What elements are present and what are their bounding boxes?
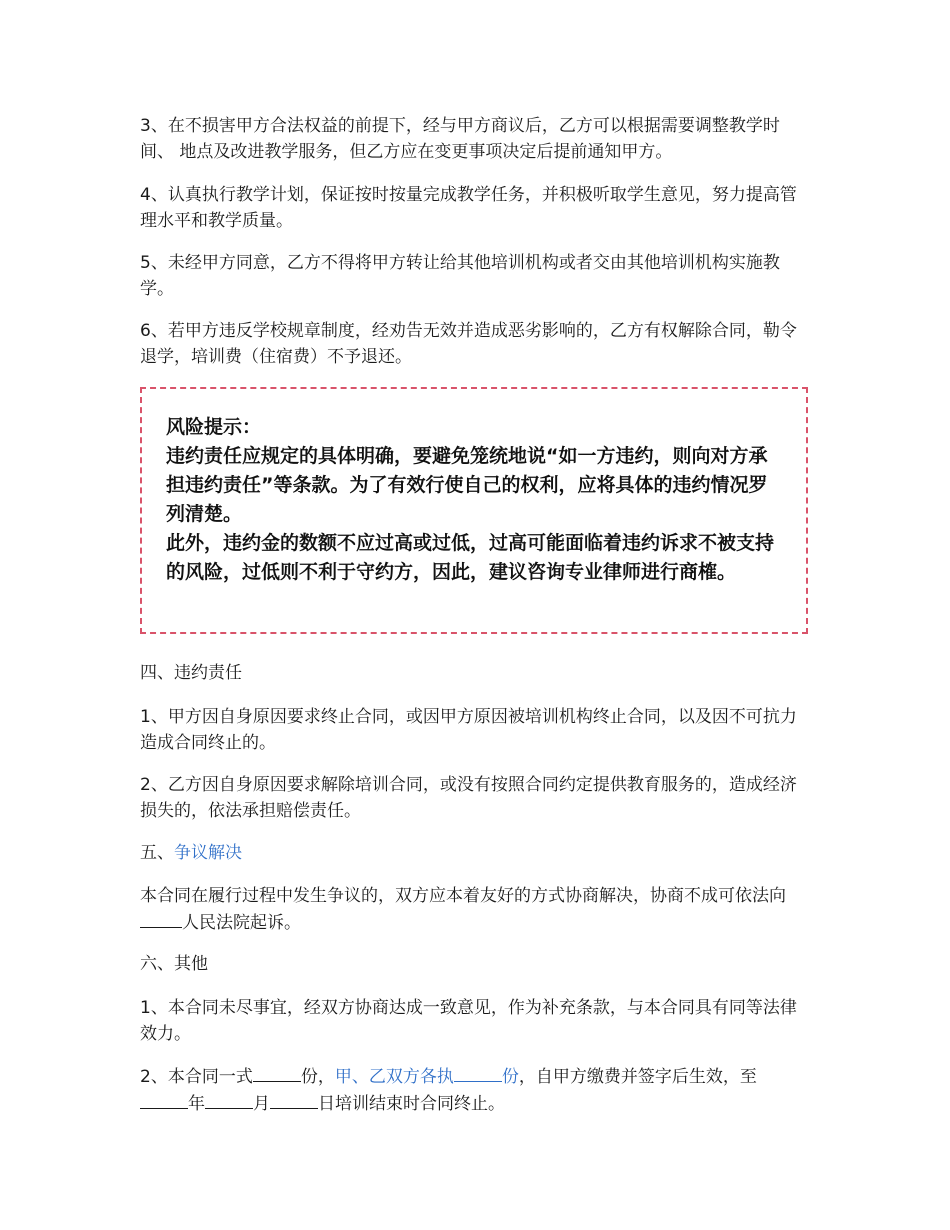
dispute-resolution-link[interactable]: 争议解决 [174,843,242,863]
section-4-item-1: 1、甲方因自身原因要求终止合同，或因甲方原因被培训机构终止合同，以及因不可抗力造成合同终止的。 [140,707,797,753]
risk-title: 风险提示： [166,416,262,438]
each-party-copies: 份 [501,1067,519,1087]
each-party-text: 甲、乙双方各执 [334,1067,454,1087]
section-4-heading: 四、违约责任 [140,663,242,683]
risk-notice-box [140,387,808,634]
section-5-text [140,883,812,936]
section-4-item-2: 2、乙方因自身原因要求解除培训合同，或没有按照合同约定提供教育服务的，造成经济损失的，依法承担赔偿责任。 [140,775,797,821]
clause-5: 5、未经甲方同意，乙方不得将甲方转让给其他培训机构或者交由其他培训机构实施教学。 [140,253,780,299]
clause-6: 6、若甲方违反学校规章制度，经劝告无效并造成恶劣影响的，乙方有权解除合同，勒令退学，培训费（住宿费）不予退还。 [140,321,797,367]
clause-4: 4、认真执行教学计划，保证按时按量完成教学任务，并积极听取学生意见，努力提高管理水平和教学质量。 [140,185,797,231]
day-blank [270,1090,318,1109]
section-5-text-after: 人民法院起诉。 [182,913,301,933]
item2-d: 日培训结束时合同终止。 [318,1094,505,1114]
court-blank [140,909,182,928]
risk-paragraph-2: 此外，违约金的数额不应过高或过低，过高可能面临着违约诉求不被支持的风险，过低则不利于守约方，因此，建议咨询专业律师进行商榷。 [166,532,775,583]
item2-b: 份， [300,1067,335,1087]
year-blank [140,1090,188,1109]
section-6-heading: 六、其他 [140,954,208,974]
each-party-link[interactable] [335,1067,519,1087]
section-6-item-1: 1、本合同未尽事宜，经双方协商达成一致意见，作为补充条款，与本合同具有同等法律效力。 [140,998,797,1044]
month-blank [205,1090,253,1109]
item2-c: ，自甲方缴费并签字后生效，至 [518,1067,757,1087]
section-5-prefix: 五、 [140,843,174,863]
item2-year: 年 [188,1094,205,1114]
section-5-text-before: 本合同在履行过程中发生争议的，双方应本着友好的方式协商解决，协商不成可依法向 [140,886,786,906]
item2-month: 月 [253,1094,270,1114]
risk-paragraph-1: 违约责任应规定的具体明确，要避免笼统地说“如一方违约，则向对方承担违约责任”等条款。为了有效行使自己的权利，应将具体的违约情况罗列清楚。 [166,445,768,525]
clause-3: 3、在不损害甲方合法权益的前提下，经与甲方商议后，乙方可以根据需要调整教学时间、 地点及改进教学服务，但乙方应在变更事项决定后提前通知甲方。 [140,116,780,162]
item2-a: 2、本合同一式 [140,1067,253,1087]
section-5-heading [140,840,812,866]
section-6-item-2 [140,1063,812,1117]
copies-blank [253,1063,301,1082]
each-copies-blank [454,1063,502,1082]
